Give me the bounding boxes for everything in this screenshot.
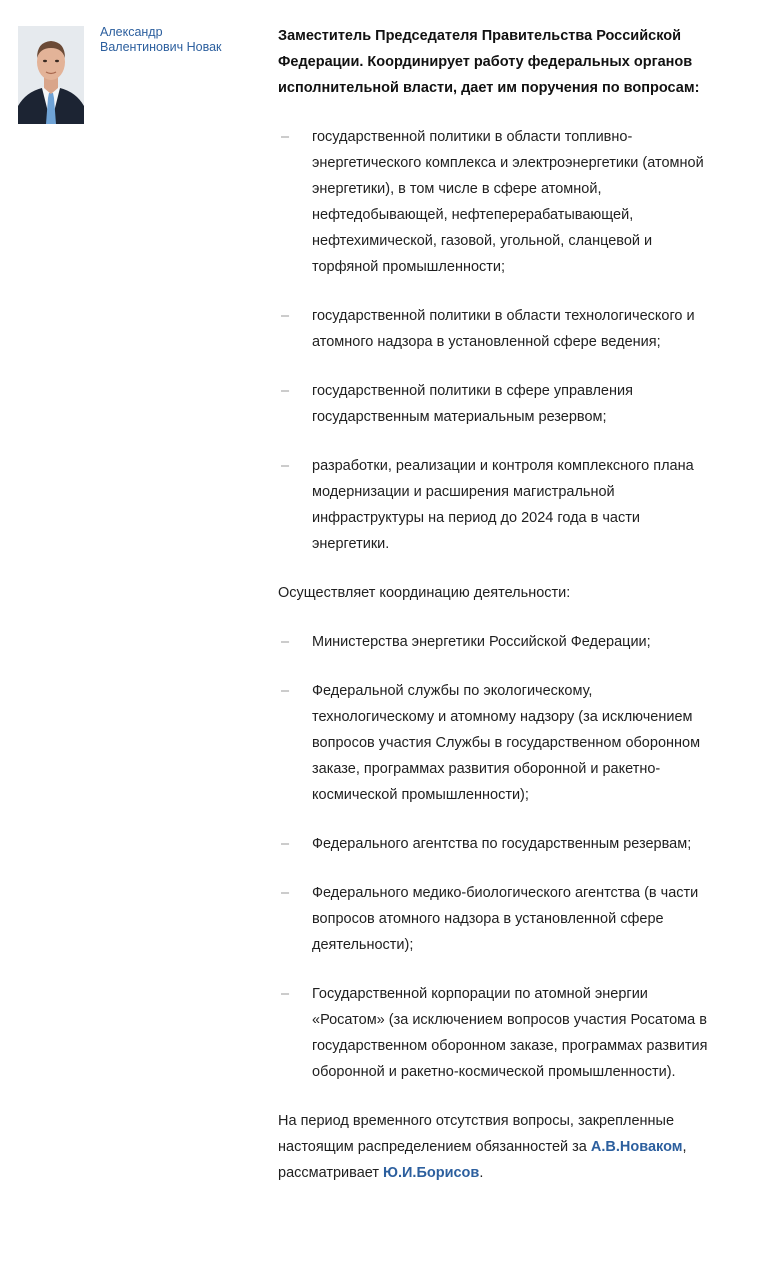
absence-text-end: . bbox=[479, 1165, 484, 1181]
duty-text: разработки, реализации и контроля комплексного плана модернизации и расширения магистральной инфраструктуры на период до 2024 года в части энергетики. bbox=[312, 458, 694, 552]
list-item bbox=[278, 303, 718, 355]
absence-text-before: На период временного отсутствия вопросы, закрепленные настоящим распределением обязанностей за bbox=[278, 1113, 675, 1155]
list-item bbox=[278, 378, 718, 430]
absence-note bbox=[278, 1108, 718, 1186]
duty-text: государственной политики в области технологического и атомного надзора в установленной сфере ведения; bbox=[312, 308, 695, 350]
list-item bbox=[278, 629, 718, 655]
dash-bullet: – bbox=[281, 458, 290, 474]
dash-bullet: – bbox=[281, 308, 290, 324]
duties-list bbox=[278, 124, 718, 557]
duty-text: государственной политики в области топливно-энергетического комплекса и электроэнергетики (атомной энергетики), в том числе в сфере атомной, нефтедобывающей, нефтеперерабатывающей, нефтехимической, газовой, угольной, сланцевой и торфяной промышленности; bbox=[312, 129, 704, 275]
agency-text: Министерства энергетики Российской Федерации; bbox=[312, 634, 651, 650]
portrait-image bbox=[18, 26, 84, 124]
list-item bbox=[278, 124, 718, 280]
novak-link[interactable]: А.В.Новаком bbox=[590, 1139, 683, 1155]
portrait-photo bbox=[18, 26, 84, 124]
duty-text: государственной политики в сфере управления государственным материальным резервом; bbox=[312, 383, 633, 425]
dash-bullet: – bbox=[281, 986, 290, 1002]
person-name[interactable] bbox=[100, 25, 250, 55]
dash-bullet: – bbox=[281, 634, 290, 650]
person-first-name[interactable]: Александр bbox=[100, 25, 163, 39]
list-item bbox=[278, 880, 718, 958]
agency-text: Федеральной службы по экологическому, технологическому и атомному надзору (за исключением вопросов участия Службы в государственном оборонном заказе, программах развития оборонной и ракетно-космической промышленности); bbox=[312, 683, 701, 803]
agency-text: Государственной корпорации по атомной энергии «Росатом» (за исключением вопросов участия Росатома в государственном оборонном заказе, программах развития оборонной и ракетно-космической промышленности). bbox=[312, 986, 708, 1080]
dash-bullet: – bbox=[281, 885, 290, 901]
agencies-list bbox=[278, 629, 718, 1085]
dash-bullet: – bbox=[281, 129, 290, 145]
list-item bbox=[278, 831, 718, 857]
list-item bbox=[278, 678, 718, 808]
list-item bbox=[278, 981, 718, 1085]
person-rest-name[interactable]: Валентинович Новак bbox=[100, 40, 222, 54]
dash-bullet: – bbox=[281, 836, 290, 852]
dash-bullet: – bbox=[281, 683, 290, 699]
coordination-heading: Осуществляет координацию деятельности: bbox=[278, 585, 571, 601]
borisov-link[interactable]: Ю.И.Борисов bbox=[383, 1165, 480, 1181]
agency-text: Федерального медико-биологического агентства (в части вопросов атомного надзора в установленной сфере деятельности); bbox=[312, 885, 699, 953]
list-item bbox=[278, 453, 718, 557]
dash-bullet: – bbox=[281, 383, 290, 399]
absence-text-middle: , рассматривает bbox=[278, 1139, 687, 1181]
agency-text: Федерального агентства по государственным резервам; bbox=[312, 836, 692, 852]
intro-heading: Заместитель Председателя Правительства Российской Федерации. Координирует работу федеральных органов исполнительной власти, дает им поручения по вопросам: bbox=[278, 28, 700, 96]
responsibilities-content bbox=[278, 23, 718, 1186]
